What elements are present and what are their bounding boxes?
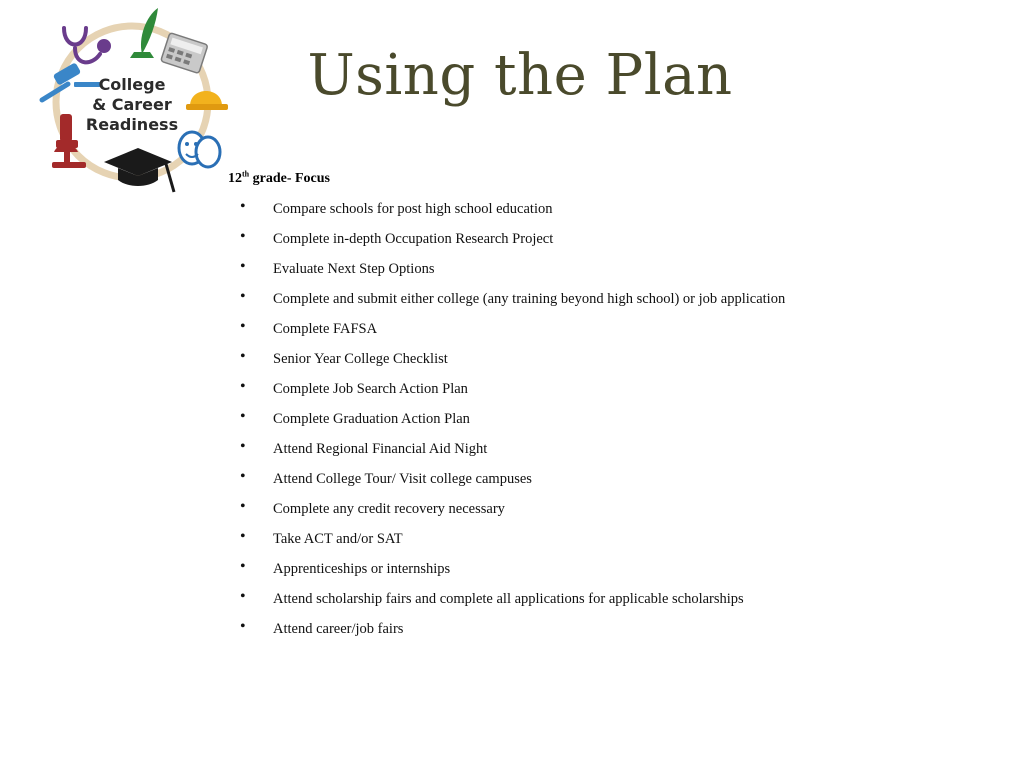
logo-line-2: & Career <box>92 95 172 114</box>
bullet-icon: • <box>240 348 246 365</box>
logo-line-3: Readiness <box>85 115 179 134</box>
bullet-icon: • <box>240 588 246 605</box>
bullet-icon: • <box>240 378 246 395</box>
grade-focus-heading <box>228 171 330 187</box>
list-item-text: Evaluate Next Step Options <box>273 261 435 277</box>
page-title: Using the Plan <box>307 43 733 108</box>
list-item-text: Apprenticeships or internships <box>273 561 451 577</box>
logo-line-1: College <box>98 75 166 94</box>
list-item-text: Attend Regional Financial Aid Night <box>273 441 488 457</box>
list-item-text: Attend scholarship fairs and complete all applications for applicable scholarships <box>273 591 744 607</box>
bullet-icon: • <box>240 408 246 425</box>
bullet-icon: • <box>240 198 246 215</box>
list-item-text: Attend career/job fairs <box>273 621 404 637</box>
bullet-icon: • <box>240 468 246 485</box>
list-item-text: Senior Year College Checklist <box>273 351 448 367</box>
list-item-text: Complete Job Search Action Plan <box>273 381 468 397</box>
bullet-icon: • <box>240 618 246 635</box>
list-item-text: Compare schools for post high school education <box>273 201 553 217</box>
bullet-icon: • <box>240 258 246 275</box>
bullet-icon: • <box>240 228 246 245</box>
list-item-text: Complete FAFSA <box>273 321 378 337</box>
list-item-text: Complete and submit either college (any training beyond high school) or job application <box>273 291 786 307</box>
list-item-text: Attend College Tour/ Visit college campuses <box>273 471 532 487</box>
grade-number: 12 <box>228 171 242 186</box>
theater-masks-icon <box>179 132 220 167</box>
bullet-icon: • <box>240 528 246 545</box>
bullet-icon: • <box>240 318 246 335</box>
list-item-text: Take ACT and/or SAT <box>273 531 403 547</box>
bullet-icon: • <box>240 558 246 575</box>
grade-focus-label: grade- Focus <box>249 171 331 186</box>
list-item-text: Complete in-depth Occupation Research Project <box>273 231 554 247</box>
bullet-icon: • <box>240 288 246 305</box>
bullet-icon: • <box>240 498 246 515</box>
bullet-icon: • <box>240 438 246 455</box>
list-item-text: Complete Graduation Action Plan <box>273 411 470 427</box>
list-item-text: Complete any credit recovery necessary <box>273 501 505 517</box>
grade-suffix: th <box>242 169 250 179</box>
